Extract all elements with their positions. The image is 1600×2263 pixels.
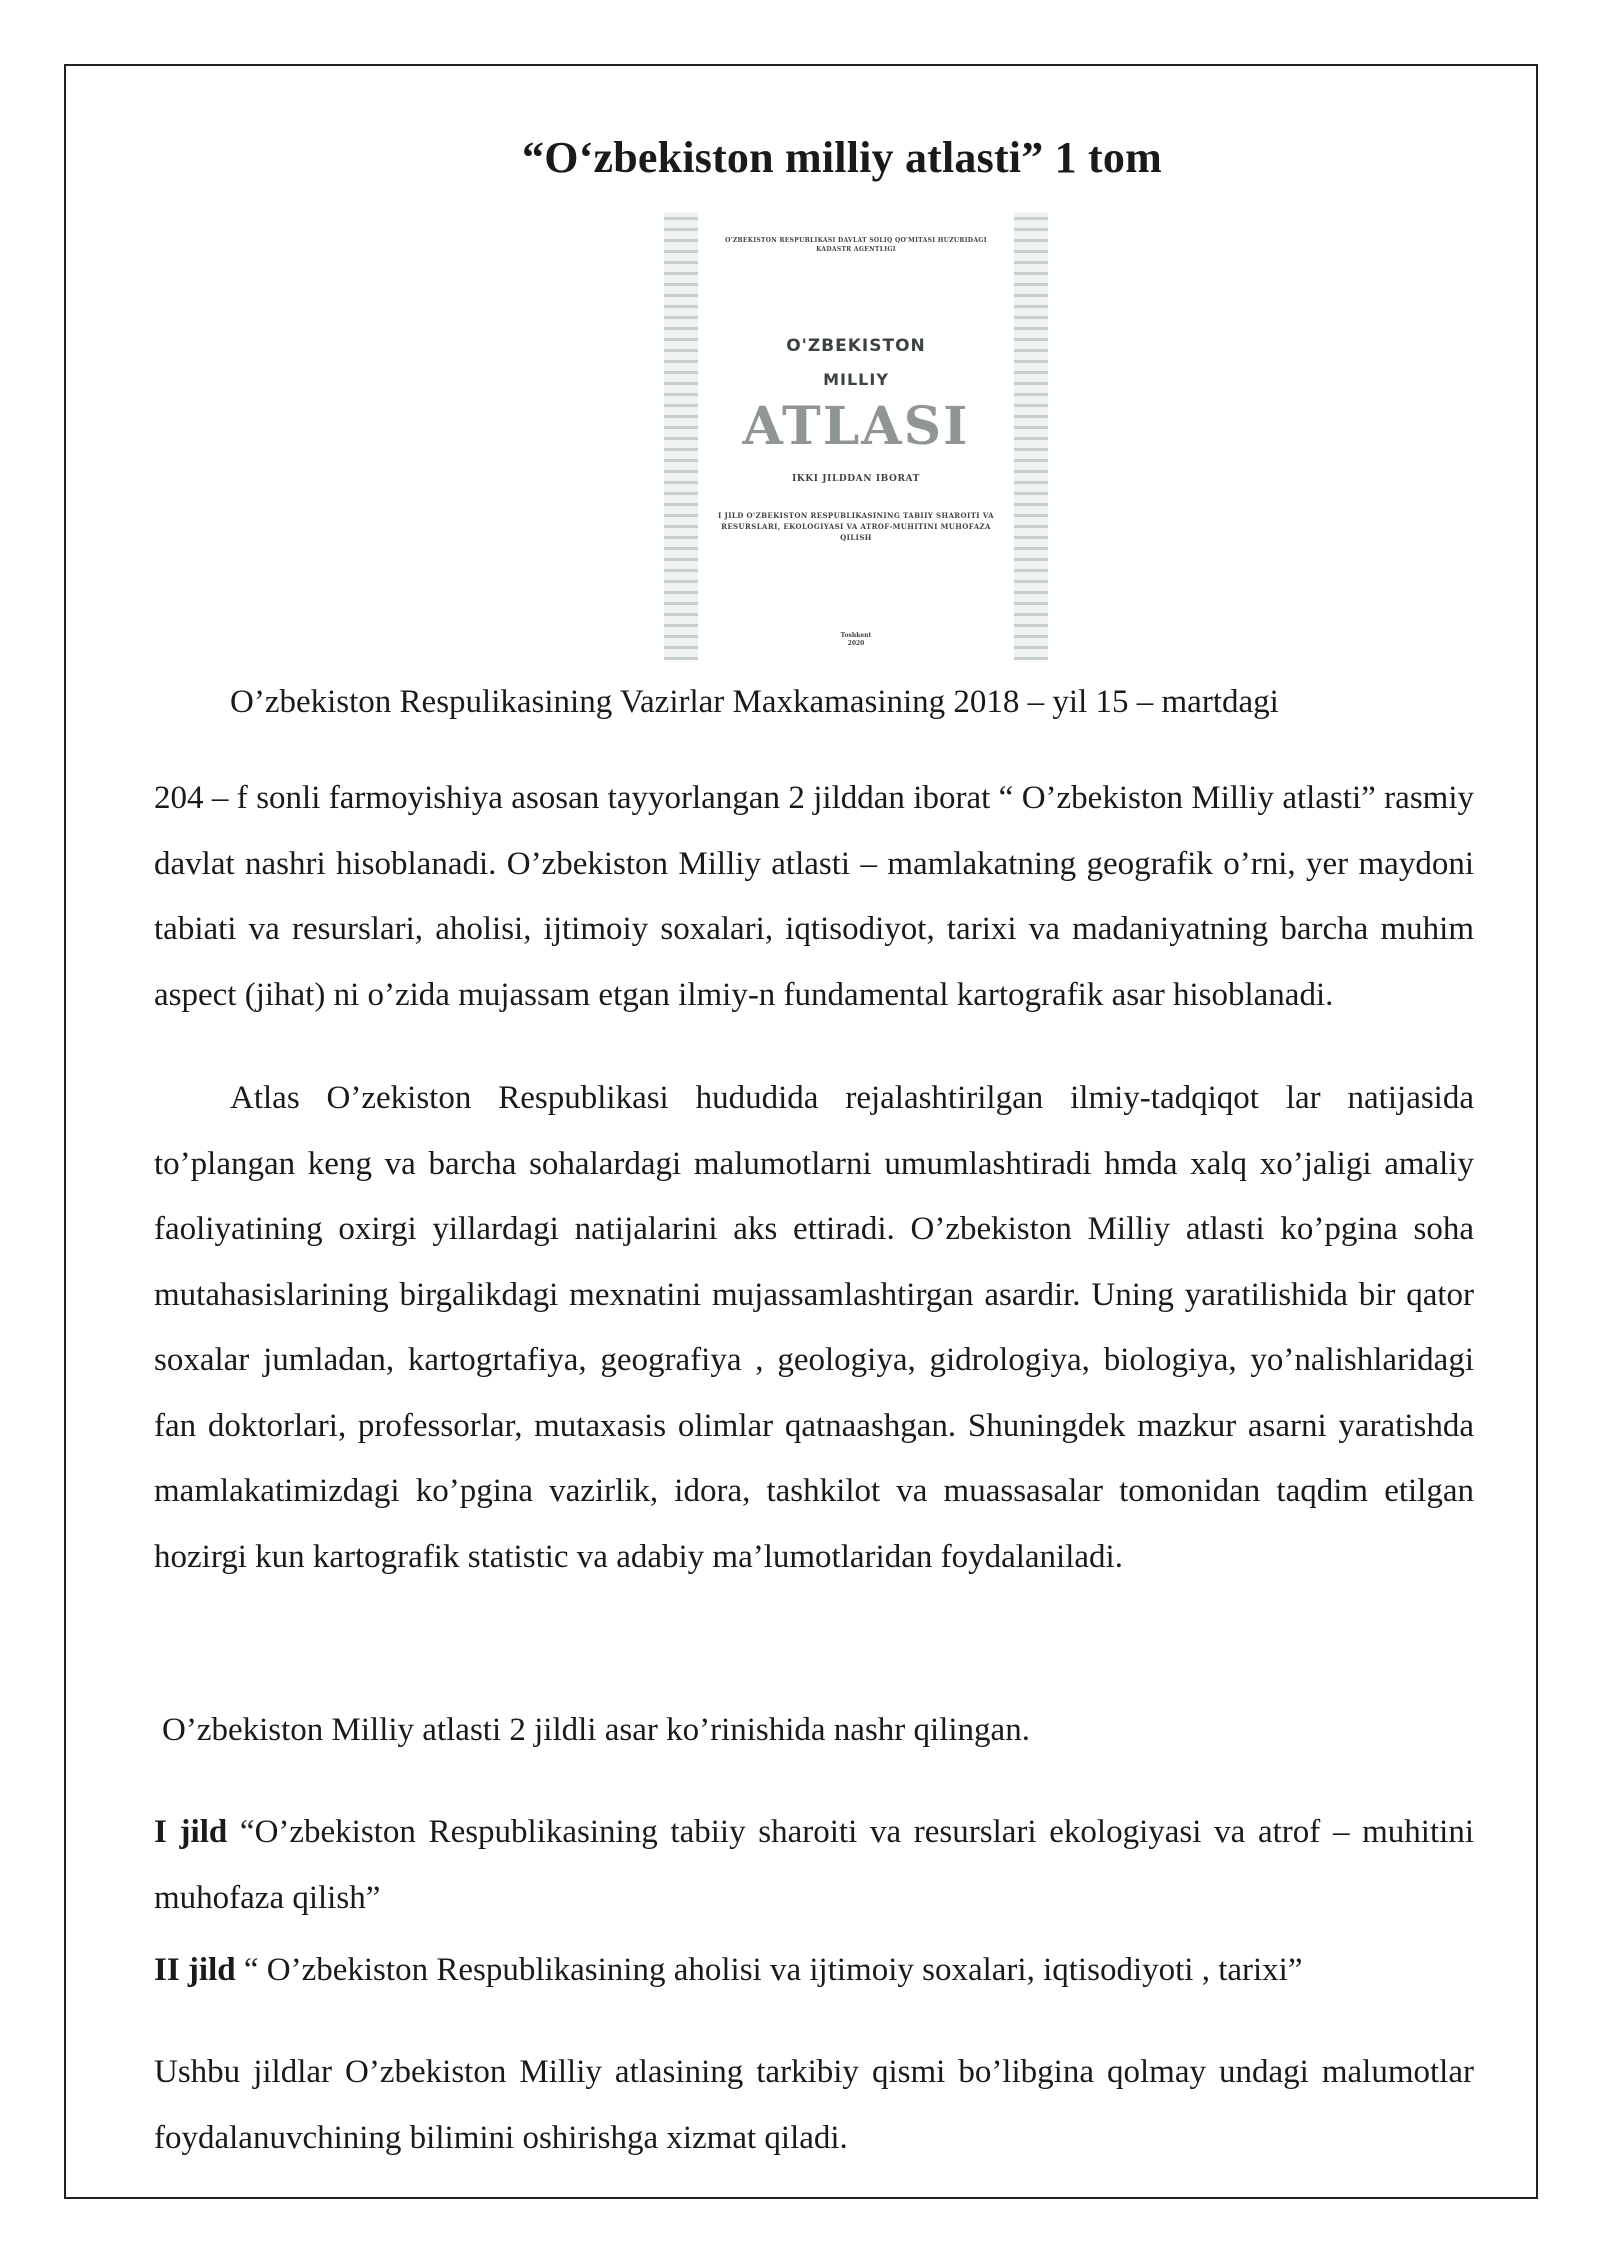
cover-year: 2020 <box>847 640 865 647</box>
cover-subtitle: IKKI JILDDAN IBORAT <box>792 474 920 484</box>
cover-content <box>698 212 1014 660</box>
cover-title-line-1: O'ZBEKISTON <box>786 336 926 356</box>
cover-imprint <box>698 632 1014 648</box>
document-title: “O‘zbekiston milliy atlasti” 1 tom <box>522 133 1162 182</box>
volume-2-title: “ O’zbekiston Respublikasining aholisi va ijtimoiy soxalari, iqtisodiyoti , tarixi” <box>243 1952 1303 1988</box>
volume-1-title: “O’zbekiston Respublikasining tabiiy sharoiti va resurslari ekologiyasi va atrof – muhitini muhofaza qilish” <box>154 1814 1474 1916</box>
atlas-cover-image <box>664 212 1048 660</box>
volume-2-label: II jild <box>154 1952 236 1988</box>
volume-2-entry <box>154 1952 1303 1989</box>
cover-title-line-2: MILLIY <box>823 370 889 389</box>
cover-ornament-right <box>1014 212 1048 660</box>
cover-city: Toshkent <box>840 632 872 639</box>
paragraph-1-first-line: O’zbekiston Respulikasining Vazirlar Maxkamasining 2018 – yil 15 – martdagi <box>230 684 1279 720</box>
cover-volume-description: I JILD O'ZBEKISTON RESPUBLIKASINING TABIIY SHAROITI VA RESURSLARI, EKOLOGIYASI VA ATROF-MUHITINI MUHOFAZA QILISH <box>718 511 994 542</box>
volume-1-entry <box>154 1800 1474 1931</box>
paragraph-1: 204 – f sonli farmoyishiya asosan tayyorlangan 2 jilddan iborat “ O’zbekiston Milliy atlasti” rasmiy davlat nashri hisoblanadi. O’zbekiston Milliy atlasti – mamlakatning geografik o’rni, yer maydoni tabiati va resurslari, aholisi, ijtimoiy soxalari, iqtisodiyot, tarixi va madaniyatning barcha muhim aspect (jihat) ni o’zida mujassam etgan ilmiy-n fundamental kartografik asar hisoblanadi. <box>154 780 1474 1013</box>
cover-ornament-left <box>664 212 698 660</box>
paragraph-3: O’zbekiston Milliy atlasti 2 jildli asar ko’rinishida nashr qilingan. <box>162 1712 1030 1748</box>
cover-agency: O'ZBEKISTON RESPUBLIKASI DAVLAT SOLIQ QO'MITASI HUZURIDAGI KADASTR AGENTLIGI <box>725 237 987 253</box>
paragraph-2: Atlas O’zekiston Respublikasi hududida rejalashtirilgan ilmiy-tadqiqot lar natijasida to’plangan keng va barcha sohalardagi malumotlarni umumlashtiradi hmda xalq xo’jaligi amaliy faoliyatining oxirgi yillardagi natijalarini aks ettiradi. O’zbekiston Milliy atlasti ko’pgina soha mutahasislarining birgalikdagi mexnatini mujassamlashtirgan asardir. Uning yaratilishida bir qator soxalar jumladan, kartogrtafiya, geografiya , geologiya, gidrologiya, biologiya, yo’nalishlaridagi fan doktorlari, professorlar, mutaxasis olimlar qatnaashgan. Shuningdek mazkur asarni yaratishda mamlakatimizdagi ko’pgina vazirlik, idora, tashkilot va muassasalar tomonidan taqdim etilgan hozirgi kun kartografik statistic va adabiy ma’lumotlaridan foydalaniladi. <box>154 1080 1474 1575</box>
cover-title-line-3: ATLASI <box>742 396 970 457</box>
volume-1-label: I jild <box>154 1814 228 1850</box>
final-paragraph: Ushbu jildlar O’zbekiston Milliy atlasining tarkibiy qismi bo’libgina qolmay undagi malumotlar foydalanuvchining bilimini oshirishga xizmat qiladi. <box>154 2054 1474 2156</box>
